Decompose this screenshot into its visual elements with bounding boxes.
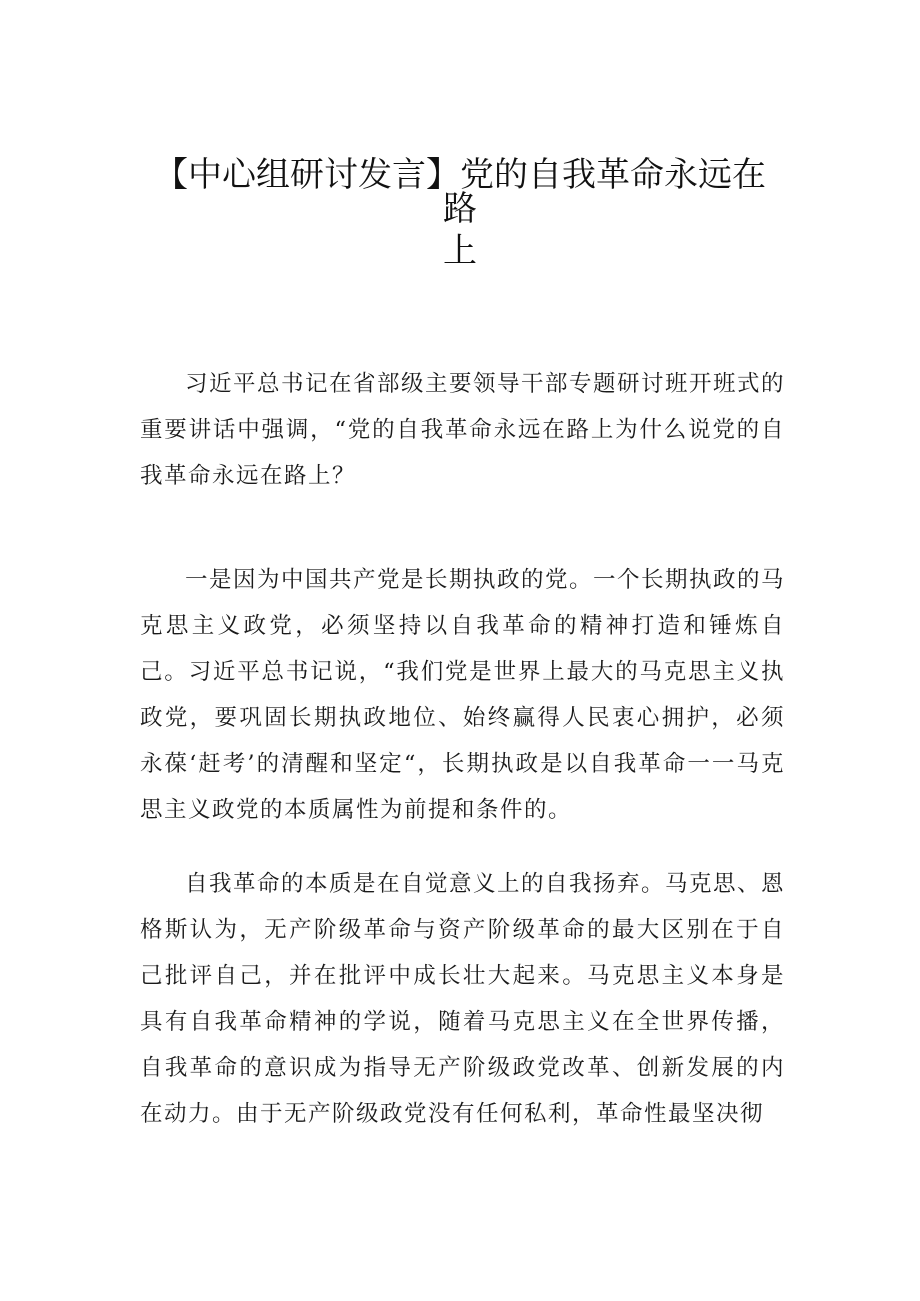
paragraph-intro: 习近平总书记在省部级主要领导干部专题研讨班开班式的重要讲话中强调，“党的自我革命永远在路上为什么说党的自我革命永远在路上？ xyxy=(140,371,786,489)
paragraph-self-revolution-essence: 自我革命的本质是在自觉意义上的自我扬弃。马克思、恩格斯认为，无产阶级革命与资产阶级革命的最大区别在于自己批评自己，并在批评中成长壮大起来。马克思主义本身是具有自我革命精神的学说，随着马克思主义在全世界传播，自我革命的意识成为指导无产阶级政党改革、创新发展的内在动力。由于无产阶级政党没有任何私利，革命性最坚决彻 xyxy=(140,871,786,1127)
paragraph-long-term-governance: 一是因为中国共产党是长期执政的党。一个长期执政的马克思主义政党，必须坚持以自我革命的精神打造和锤炼自己。习近平总书记说，“我们党是世界上最大的马克思主义执政党，要巩固长期执政地位、始终赢得人民衷心拥护，必须永葆‘赶考’的清醒和坚定“，长期执政是以自我革命一一马克思主义政党的本质属性为前提和条件的。 xyxy=(140,567,786,823)
document-title-continuation: 上 xyxy=(443,231,477,271)
document-title: 【中心组研讨发言】党的自我革命永远在路 xyxy=(154,155,766,229)
